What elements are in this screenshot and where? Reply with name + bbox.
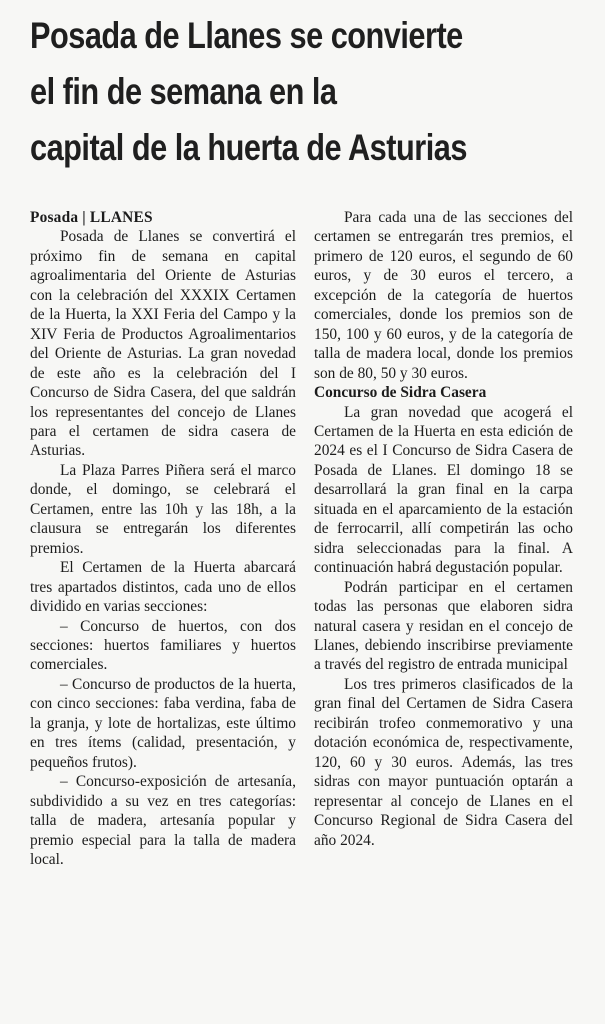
list-item-paragraph: – Concurso de huertos, con dos secciones: huertos familiares y huertos comerciales. — [30, 617, 296, 674]
paragraph: Posada de Llanes se convertirá el próximo fin de semana en capital agroalimentaria del Oriente de Asturias con la celebración del XXXIX Certamen de la Huerta, la XXI Feria del Campo y la XIV Feria de Productos Agroalimentarios del Oriente de Asturias. La gran novedad de este año es la celebración del I Concurso de Sidra Casera, del que saldrán los representantes del concejo de Llanes para el certamen de sidra casera de Asturias. — [30, 228, 296, 460]
article-headline — [30, 8, 495, 176]
headline-line-3: capital de la huerta de Asturias — [30, 127, 467, 168]
headline-line-1: Posada de Llanes se convierte — [30, 15, 463, 56]
section-subheading: Concurso de Sidra Casera — [314, 384, 487, 402]
headline-line-2: el fin de semana en la — [30, 71, 337, 112]
right-column — [314, 208, 573, 850]
paragraph: El Certamen de la Huerta abarcará tres apartados distintos, cada uno de ellos dividido en varias secciones: — [30, 559, 296, 616]
byline: Posada | LLANES — [30, 209, 153, 226]
left-column — [30, 208, 296, 869]
paragraph: Los tres primeros clasificados de la gran final del Certamen de Sidra Casera recibirán trofeo conmemorativo y una dotación económica de, respectivamente, 120, 60 y 30 euros. Además, las tres sidras con mayor puntuación optarán a representar al concejo de Llanes en el Concurso Regional de Sidra Casera del año 2024. — [314, 675, 573, 849]
paragraph: La Plaza Parres Piñera será el marco donde, el domingo, se celebrará el Certamen, entre las 10h y las 18h, a la clausura se entregarán los diferentes premios. — [30, 461, 296, 557]
paragraph: Para cada una de las secciones del certamen se entregarán tres premios, el primero de 120 euros, el segundo de 60 euros, y de 30 euros el tercero, a excepción de la categoría de huertos comerciales, donde los premios son de 150, 100 y 60 euros, y de la categoría de talla de madera local, donde los premios son de 80, 50 y 30 euros. — [314, 209, 573, 382]
paragraph: La gran novedad que acogerá el Certamen de la Huerta en esta edición de 2024 es el I Concurso de Sidra Casera de Posada de Llanes. El domingo 18 se desarrollará la gran final en la carpa situada en el aparcamiento de la estación de ferrocarril, allí competirán las ocho sidra seleccionadas para la final. A continuación habrá degustación popular. — [314, 403, 573, 577]
list-item-paragraph: – Concurso-exposición de artesanía, subdividido a su vez en tres categorías: talla de madera, artesanía popular y premio especial para la talla de madera local. — [30, 773, 296, 868]
paragraph: Podrán participar en el certamen todas las personas que elaboren sidra natural casera y residan en el concejo de Llanes, debiendo inscribirse previamente a través del registro de entrada municipal — [314, 578, 573, 674]
list-item-paragraph: – Concurso de productos de la huerta, con cinco secciones: faba verdina, faba de la granja, y lote de hortalizas, este último en tres ítems (calidad, presentación, y pequeños frutos). — [30, 675, 296, 771]
